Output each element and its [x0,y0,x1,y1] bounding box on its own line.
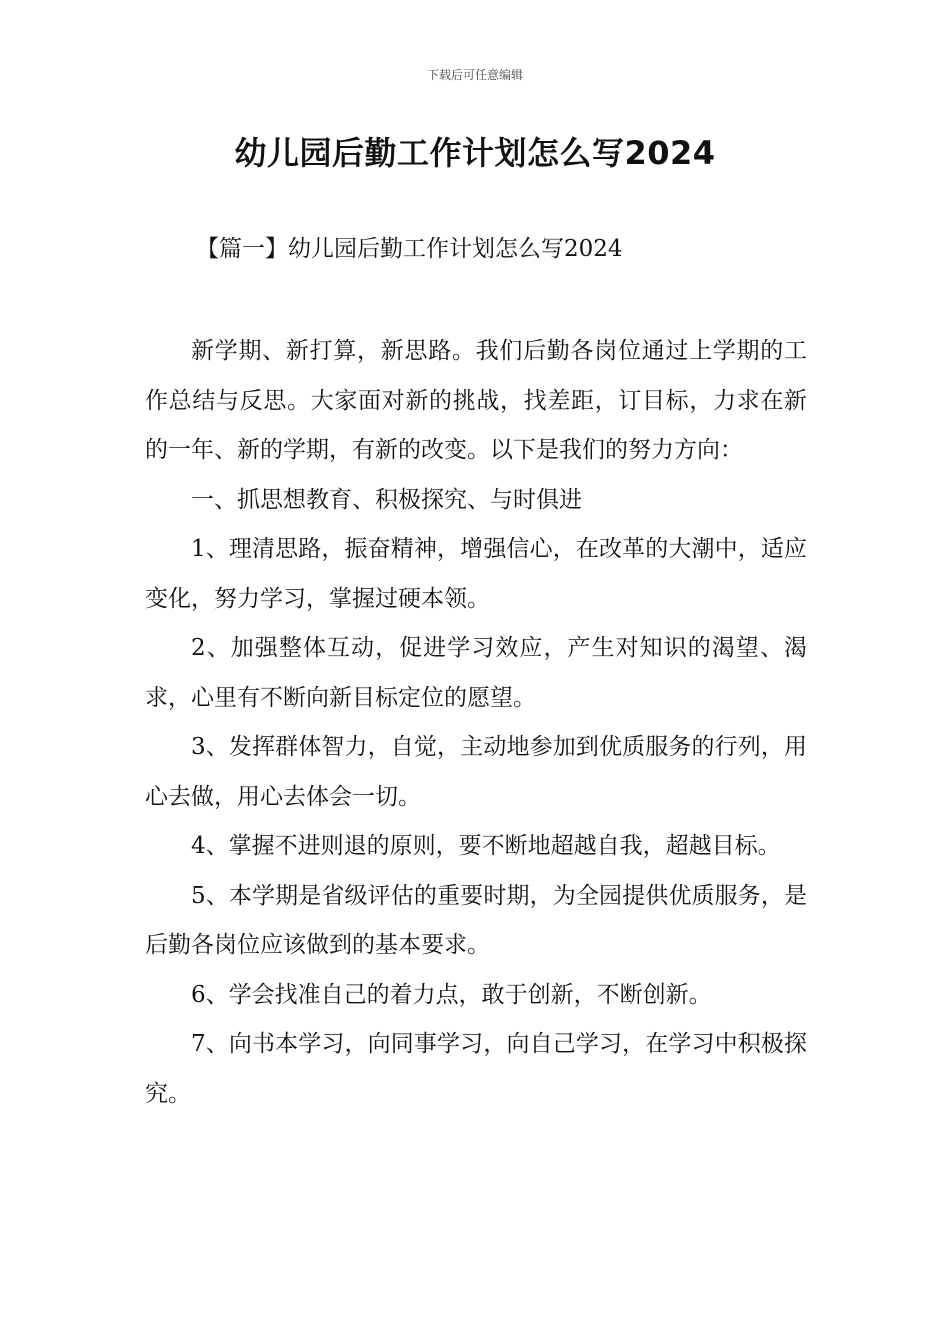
paragraph-item-5: 5、本学期是省级评估的重要时期，为全园提供优质服务，是后勤各岗位应该做到的基本要求。 [145,882,807,958]
paragraph-intro: 新学期、新打算，新思路。我们后勤各岗位通过上学期的工作总结与反思。大家面对新的挑战，找差距，订目标，力求在新的一年、新的学期，有新的改变。以下是我们的努力方向： [145,338,807,463]
document-title: 幼儿园后勤工作计划怎么写2024 [234,134,716,172]
paragraph-item-6: 6、学会找准自己的着力点，敢于创新，不断创新。 [191,981,712,1008]
document-body [145,327,807,1119]
paragraph-item-7: 7、向书本学习，向同事学习，向自己学习，在学习中积极探究。 [145,1031,807,1107]
paragraph-item-3: 3、发挥群体智力，自觉，主动地参加到优质服务的行列，用心去做，用心去体会一切。 [145,734,807,810]
section-heading: 【篇一】幼儿园后勤工作计划怎么写2024 [196,236,623,262]
paragraph-item-1: 1、理清思路，振奋精神，增强信心，在改革的大潮中，适应变化，努力学习，掌握过硬本领。 [145,536,807,612]
paragraph-item-2: 2、加强整体互动，促进学习效应，产生对知识的渴望、渴求，心里有不断向新目标定位的愿望。 [145,635,807,711]
header-note: 下载后可任意编辑 [426,68,523,82]
paragraph-item-4: 4、掌握不进则退的原则，要不断地超越自我，超越目标。 [191,833,781,859]
paragraph-heading-1: 一、抓思想教育、积极探究、与时俱进 [191,486,582,513]
